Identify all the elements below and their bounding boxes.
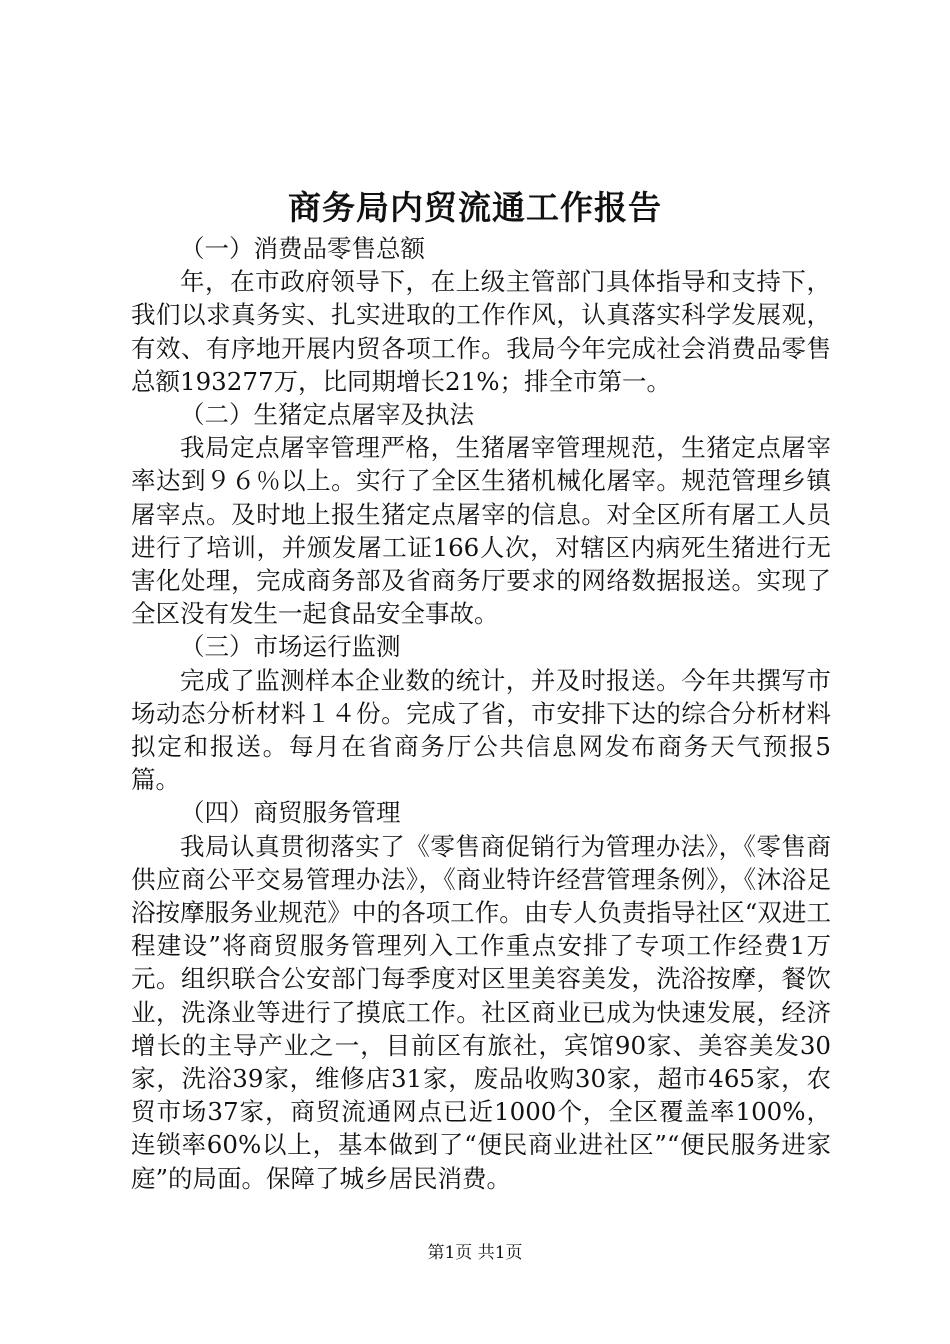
page-footer: 第1页 共1页 <box>427 1243 523 1263</box>
document-title: 商务局内贸流通工作报告 <box>288 188 662 227</box>
document-body <box>131 232 831 1195</box>
section-paragraph-3: 完成了监测样本企业数的统计，并及时报送。今年共撰写市场动态分析材料１４份。完成了省，市安排下达的综合分析材料拟定和报送。每月在省商务厅公共信息网发布商务天气预报5篇。 <box>131 665 831 795</box>
section-paragraph-1: 年，在市政府领导下，在上级主管部门具体指导和支持下，我们以求真务实、扎实进取的工作作风，认真落实科学发展观，有效、有序地开展内贸各项工作。我局今年完成社会消费品零售总额193277万，比同期增长21%；排全市第一。 <box>131 267 831 396</box>
section-paragraph-4: 我局认真贯彻落实了《零售商促销行为管理办法》，《零售商供应商公平交易管理办法》，《商业特许经营管理条例》，《沐浴足浴按摩服务业规范》中的各项工作。由专人负责指导社区“双进工程建设”将商贸服务管理列入工作重点安排了专项工作经费1万元。组织联合公安部门每季度对区里美容美发，洗浴按摩，餐饮业，洗涤业等进行了摸底工作。社区商业已成为快速发展，经济增长的主导产业之一，目前区有旅社，宾馆90家、美容美发30家，洗浴39家，维修店31家，废品收购30家，超市465家，农贸市场37家，商贸流通网点已近1000个，全区覆盖率100%，连锁率60%以上，基本做到了“便民商业进社区”“便民服务进家庭”的局面。保障了城乡居民消费。 <box>131 831 831 1193</box>
section-heading-3: （三）市场运行监测 <box>180 632 401 662</box>
section-heading-1: （一）消费品零售总额 <box>180 234 425 263</box>
section-paragraph-2: 我局定点屠宰管理严格，生猪屠宰管理规范，生猪定点屠宰率达到９６％以上。实行了全区生猪机械化屠宰。规范管理乡镇屠宰点。及时地上报生猪定点屠宰的信息。对全区所有屠工人员进行了培训，并颁发屠工证166人次，对辖区内病死生猪进行无害化处理，完成商务部及省商务厅要求的网络数据报送。实现了全区没有发生一起食品安全事故。 <box>131 433 831 629</box>
section-heading-2: （二）生猪定点屠宰及执法 <box>180 400 474 430</box>
section-heading-4: （四）商贸服务管理 <box>180 798 401 828</box>
